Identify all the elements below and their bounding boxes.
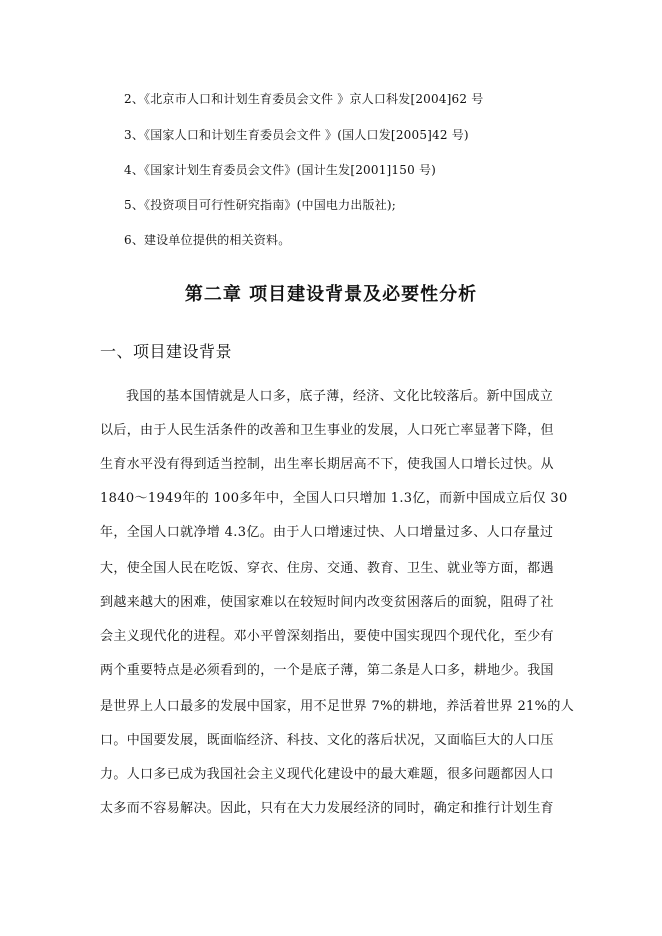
reference-item: 2、《北京市人口和计划生育委员会文件 》京人口科发[2004]62 号 [124, 92, 484, 106]
body-line: 会主义现代化的进程。邓小平曾深刻指出，要使中国实现四个现代化，至少有 [100, 629, 554, 644]
body-line: 到越来越大的困难，使国家难以在较短时间内改变贫困落后的面貌，阻碍了社 [100, 595, 554, 610]
reference-item: 6、建设单位提供的相关资料。 [124, 233, 291, 247]
section-title: 一、项目建设背景 [100, 342, 233, 361]
reference-item: 4、《国家计划生育委员会文件》(国计生发[2001]150 号) [124, 163, 437, 177]
body-line: 大，使全国人民在吃饭、穿衣、住房、交通、教育、卫生、就业等方面，都遇 [100, 561, 554, 576]
body-line: 口。中国要发展，既面临经济、科技、文化的落后状况，又面临巨大的人口压 [100, 733, 554, 748]
reference-item: 5、《投资项目可行性研究指南》(中国电力出版社); [124, 198, 397, 212]
body-line: 以后，由于人民生活条件的改善和卫生事业的发展，人口死亡率显著下降，但 [100, 423, 554, 438]
body-line: 年，全国人口就净增 4.3亿。由于人口增速过快、人口增量过多、人口存量过 [100, 525, 554, 540]
body-line: 我国的基本国情就是人口多，底子薄，经济、文化比较落后。新中国成立 [126, 389, 554, 404]
body-line: 两个重要特点是必须看到的，一个是底子薄，第二条是人口多，耕地少。我国 [100, 663, 554, 678]
body-line: 生育水平没有得到适当控制，出生率长期居高不下，使我国人口增长过快。从 [100, 457, 554, 472]
reference-item: 3、《国家人口和计划生育委员会文件 》(国人口发[2005]42 号) [124, 128, 469, 142]
body-line: 力。人口多已成为我国社会主义现代化建设中的最大难题，很多问题都因人口 [100, 767, 554, 782]
body-line: 是世界上人口最多的发展中国家，用不足世界 7%的耕地，养活着世界 21%的人 [100, 699, 575, 714]
body-line: 1840～1949年的 100多年中，全国人口只增加 1.3亿，而新中国成立后仅 30 [100, 491, 568, 506]
chapter-title: 第二章 项目建设背景及必要性分析 [184, 284, 478, 305]
body-line: 太多而不容易解决。因此，只有在大力发展经济的同时，确定和推行计划生育 [100, 801, 554, 816]
